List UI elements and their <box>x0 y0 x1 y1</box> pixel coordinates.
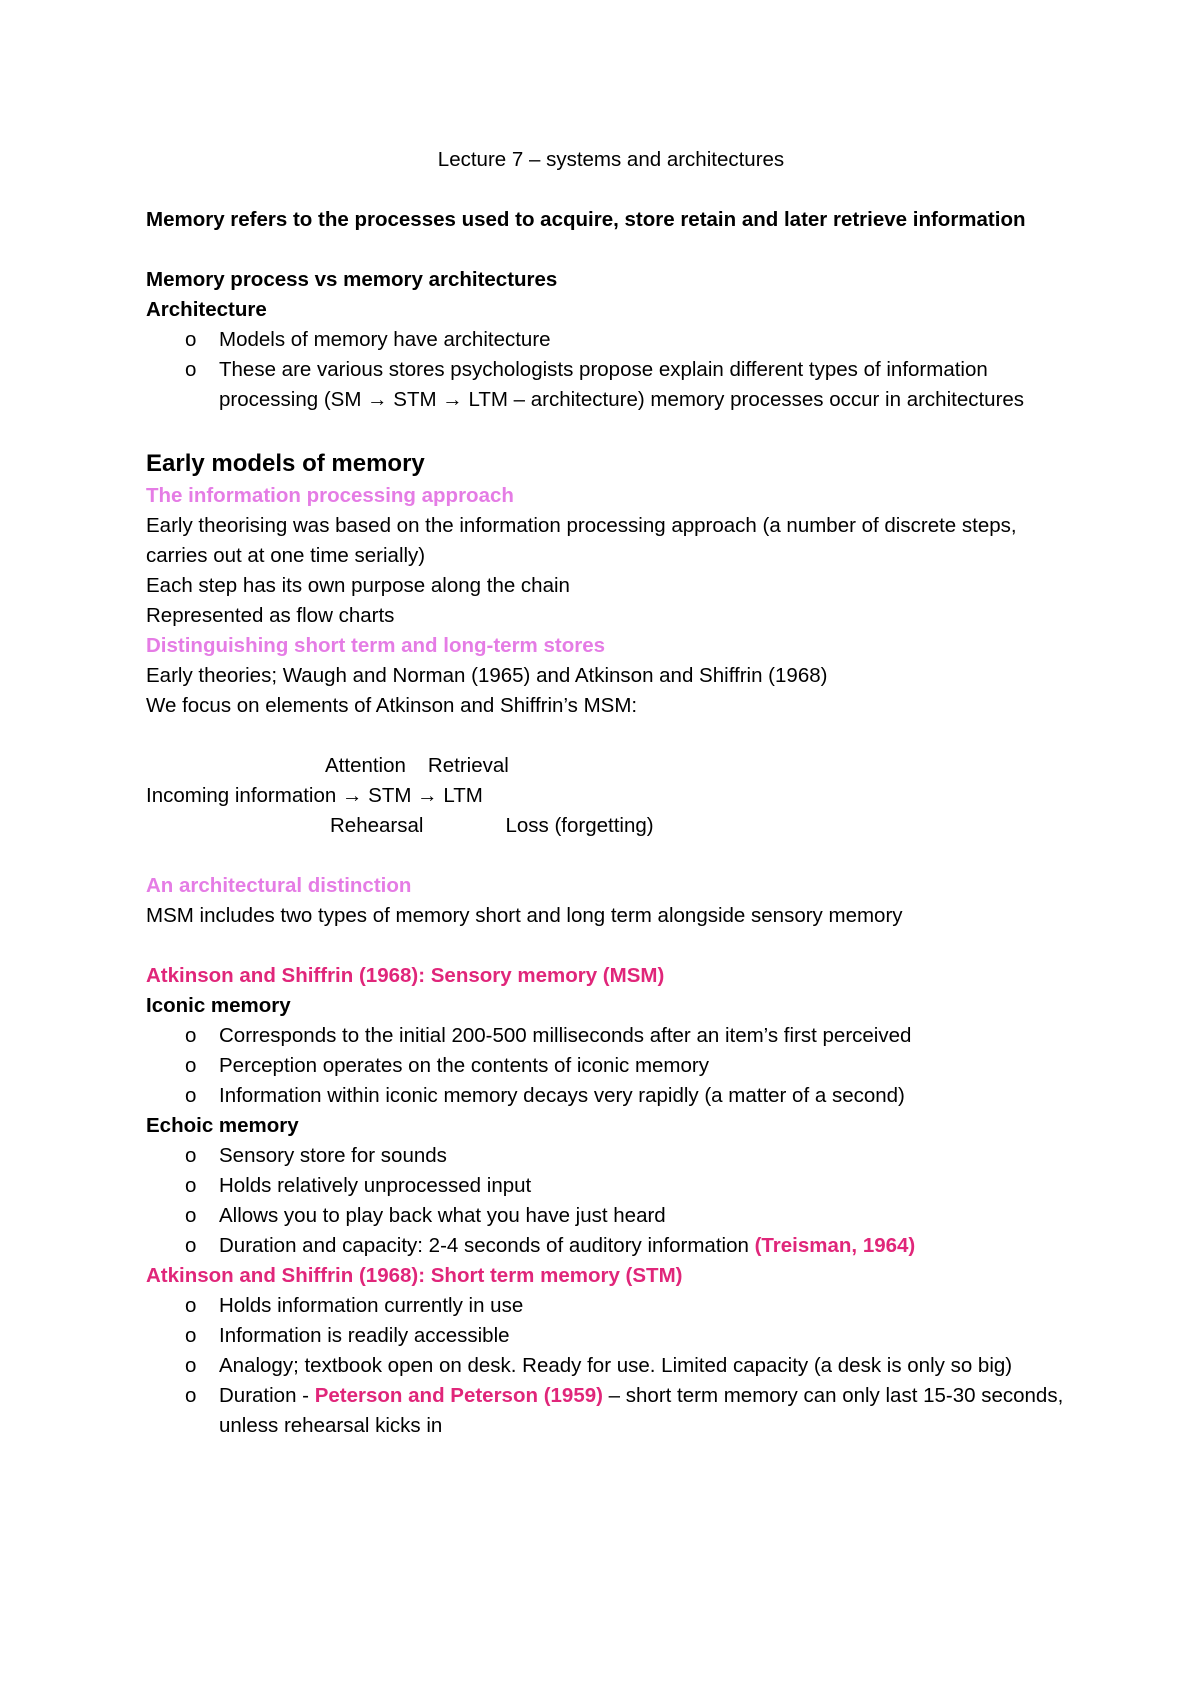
paragraph-line: Early theories; Waugh and Norman (1965) and Atkinson and Shiffrin (1968) <box>146 664 828 687</box>
echoic-bullet-list <box>146 1141 1076 1261</box>
citation-treisman: (Treisman, 1964) <box>754 1234 916 1257</box>
architecture-bullet-list <box>146 325 1076 415</box>
list-item: o Perception operates on the contents of iconic memory <box>146 1051 1076 1081</box>
flow-label-retrieval: Retrieval <box>427 754 509 777</box>
list-item: o Sensory store for sounds <box>146 1141 1076 1171</box>
bullet-marker: o <box>185 1354 197 1377</box>
list-item: o Information is readily accessible <box>146 1321 1076 1351</box>
flow-bottom-labels <box>146 811 1076 841</box>
bullet-marker: o <box>185 1174 197 1197</box>
list-item: o Holds relatively unprocessed input <box>146 1171 1076 1201</box>
bullet-marker: o <box>185 1294 197 1317</box>
list-item: o Corresponds to the initial 200-500 milliseconds after an item’s first perceived <box>146 1021 1076 1051</box>
flow-main-line: Incoming information → STM → LTM <box>146 784 483 807</box>
flow-label-loss: Loss (forgetting) <box>505 814 654 837</box>
paragraph-line: We focus on elements of Atkinson and Shiffrin’s MSM: <box>146 694 638 717</box>
heading-sensory-memory: Atkinson and Shiffrin (1968): Sensory memory (MSM) <box>146 964 665 987</box>
bullet-marker: o <box>185 1234 197 1257</box>
iconic-bullet-list <box>146 1021 1076 1111</box>
bullet-marker: o <box>185 1324 197 1347</box>
bullet-marker: o <box>185 1144 197 1167</box>
list-item: o Holds information currently in use <box>146 1291 1076 1321</box>
list-item: o Information within iconic memory decays very rapidly (a matter of a second) <box>146 1081 1076 1111</box>
list-item: o These are various stores psychologists propose explain different types of information processing (SM → STM → LTM – architecture) memory processes occur in architectures <box>146 355 1076 415</box>
paragraph-line: MSM includes two types of memory short and long term alongside sensory memory <box>146 904 903 927</box>
paragraph-line: Represented as flow charts <box>146 604 395 627</box>
msm-flow-diagram <box>146 751 1076 841</box>
list-item: o Analogy; textbook open on desk. Ready for use. Limited capacity (a desk is only so big) <box>146 1351 1076 1381</box>
subheading-architecture: Architecture <box>146 298 267 321</box>
subheading-iconic-memory: Iconic memory <box>146 994 291 1017</box>
list-item: o Duration - Peterson and Peterson (1959) – short term memory can only last 15-30 seconds, unless rehearsal kicks in <box>146 1381 1076 1441</box>
flow-label-attention: Attention <box>325 754 406 777</box>
list-item: o Models of memory have architecture <box>146 325 1076 355</box>
bullet-marker: o <box>185 1024 197 1047</box>
lecture-title: Lecture 7 – systems and architectures <box>437 148 785 171</box>
flow-label-rehearsal: Rehearsal <box>330 814 424 837</box>
subheading-information-processing: The information processing approach <box>146 484 514 507</box>
memory-definition: Memory refers to the processes used to acquire, store retain and later retrieve information <box>146 208 1026 231</box>
paragraph-line: Each step has its own purpose along the chain <box>146 574 570 597</box>
bullet-marker: o <box>185 1384 197 1407</box>
paragraph-line: Early theorising was based on the information processing approach (a number of discrete steps, carries out at one time serially) <box>146 514 1017 567</box>
bullet-marker: o <box>185 1084 197 1107</box>
bullet-marker: o <box>185 358 197 381</box>
bullet-marker: o <box>185 1204 197 1227</box>
stm-bullet-list <box>146 1291 1076 1441</box>
list-item: o Allows you to play back what you have just heard <box>146 1201 1076 1231</box>
bullet-marker: o <box>185 1054 197 1077</box>
section-heading-process-vs-architecture: Memory process vs memory architectures <box>146 268 558 291</box>
heading-short-term-memory: Atkinson and Shiffrin (1968): Short term memory (STM) <box>146 1264 683 1287</box>
heading-early-models: Early models of memory <box>146 450 425 477</box>
subheading-distinguishing-stores: Distinguishing short term and long-term stores <box>146 634 606 657</box>
subheading-architectural-distinction: An architectural distinction <box>146 874 412 897</box>
flow-top-labels <box>146 751 1076 781</box>
bullet-marker: o <box>185 328 197 351</box>
list-item: o Duration and capacity: 2-4 seconds of auditory information (Treisman, 1964) <box>146 1231 1076 1261</box>
citation-peterson: Peterson and Peterson (1959) <box>314 1384 603 1407</box>
subheading-echoic-memory: Echoic memory <box>146 1114 299 1137</box>
document-body <box>146 145 1076 1441</box>
